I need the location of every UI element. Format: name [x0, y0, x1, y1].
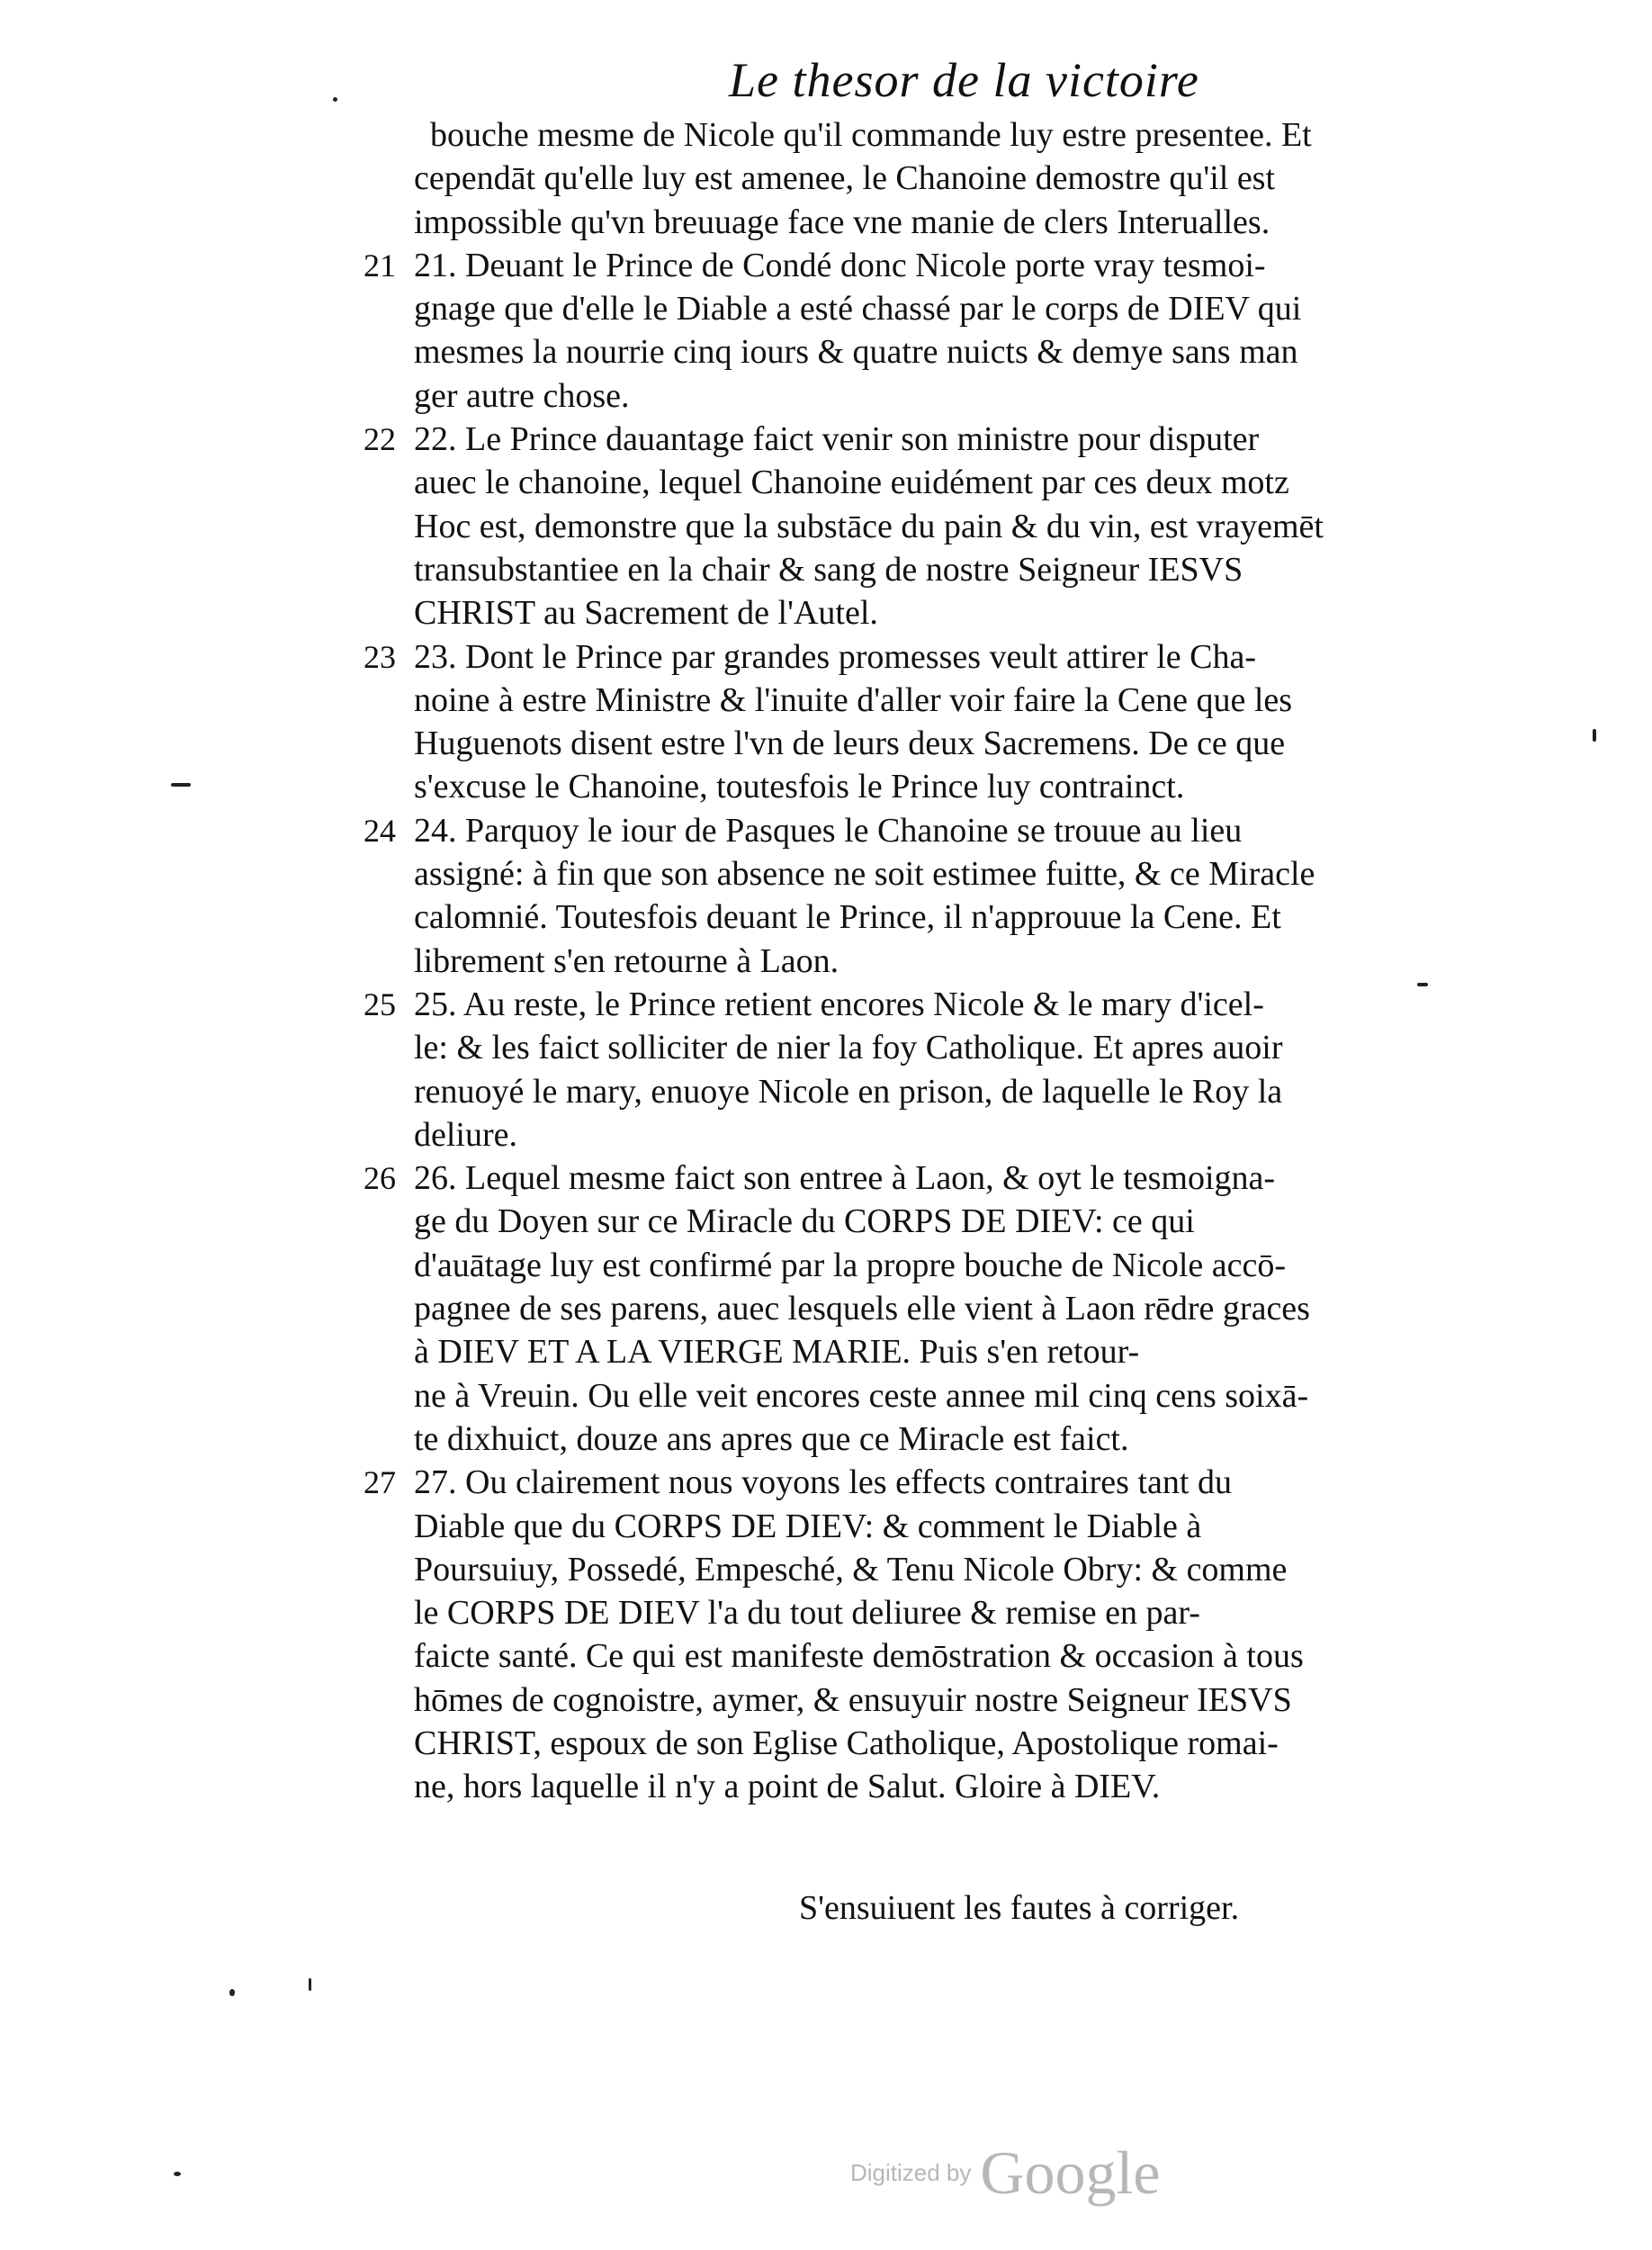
- text-line: [0, 1026, 1652, 1069]
- text-line: [0, 679, 1652, 722]
- text-line: [0, 983, 1652, 1026]
- line-text: librement s'en retourne à Laon.: [414, 941, 839, 980]
- line-text: ne, hors laquelle il n'y a point de Salut. Gloire à DIEV.: [414, 1768, 1161, 1806]
- line-text: 22. Le Prince dauantage faict venir son ministre pour disputer: [414, 420, 1260, 459]
- text-line: [0, 1461, 1652, 1504]
- text-line: [0, 1244, 1652, 1287]
- line-text: 27. Ou clairement nous voyons les effects contraires tant du: [414, 1463, 1232, 1502]
- text-line: [0, 591, 1652, 634]
- line-text: calomnié. Toutesfois deuant le Prince, il n'approuue la Cene. Et: [414, 898, 1281, 937]
- margin-number: 24: [364, 812, 396, 849]
- line-text: ger autre chose.: [414, 376, 630, 415]
- text-line: [0, 201, 1652, 244]
- text-line: [0, 1330, 1652, 1373]
- margin-number: 23: [364, 638, 396, 675]
- ink-speck: [309, 1978, 311, 1991]
- text-line: [0, 635, 1652, 679]
- line-text: bouche mesme de Nicole qu'il commande luy estre presentee. Et: [430, 116, 1312, 154]
- line-text: Diable que du CORPS DE DIEV: & comment le Diable à: [414, 1507, 1202, 1545]
- margin-number: 26: [364, 1160, 396, 1197]
- line-text: transubstantiee en la chair & sang de nostre Seigneur IESVS: [414, 550, 1243, 589]
- text-line: [0, 1548, 1652, 1591]
- text-line: [0, 1591, 1652, 1634]
- errata-heading: S'ensuiuent les fautes à corriger.: [799, 1889, 1240, 1927]
- text-line: [0, 113, 1652, 157]
- line-text: Huguenots disent estre l'vn de leurs deux Sacremens. De ce que: [414, 724, 1286, 763]
- text-line: [0, 1070, 1652, 1113]
- text-line: [0, 1287, 1652, 1330]
- line-text: ge du Doyen sur ce Miracle du CORPS DE DIEV: ce qui: [414, 1202, 1195, 1241]
- line-text: à DIEV ET A LA VIERGE MARIE. Puis s'en retour-: [414, 1333, 1140, 1372]
- text-line: [0, 461, 1652, 504]
- line-text: impossible qu'vn breuuage face vne manie de clers Interualles.: [414, 202, 1270, 241]
- line-text: deliure.: [414, 1115, 518, 1154]
- margin-number: 21: [364, 247, 396, 284]
- digitized-by-label: Digitized by: [850, 2159, 972, 2186]
- ink-speck: [333, 97, 337, 102]
- line-text: Hoc est, demonstre que la substāce du pain & du vin, est vrayemēt: [414, 507, 1324, 545]
- text-line: [0, 374, 1652, 418]
- line-text: renuoyé le mary, enuoye Nicole en prison, de laquelle le Roy la: [414, 1072, 1283, 1111]
- line-text: CHRIST, espoux de son Eglise Catholique, Apostolique romai-: [414, 1724, 1279, 1762]
- text-line: [0, 418, 1652, 461]
- ink-speck: [174, 2172, 181, 2176]
- line-text: Poursuiuy, Possedé, Empesché, & Tenu Nicole Obry: & comme: [414, 1550, 1288, 1588]
- text-line: [0, 548, 1652, 591]
- text-line: [0, 244, 1652, 287]
- ink-speck: [229, 1989, 235, 1996]
- text-line: [0, 1678, 1652, 1722]
- line-text: s'excuse le Chanoine, toutesfois le Prince luy contrainct.: [414, 768, 1185, 806]
- line-text: 25. Au reste, le Prince retient encores Nicole & le mary d'icel-: [414, 985, 1264, 1023]
- line-text: pagnee de ses parens, auec lesquels elle vient à Laon rēdre graces: [414, 1290, 1310, 1328]
- line-text: 21. Deuant le Prince de Condé donc Nicole porte vray tesmoi-: [414, 246, 1266, 284]
- text-line: [0, 765, 1652, 808]
- line-text: faicte santé. Ce qui est manifeste demōstration & occasion à tous: [414, 1637, 1304, 1676]
- line-text: te dixhuict, douze ans apres que ce Miracle est faict.: [414, 1419, 1129, 1458]
- line-text: le CORPS DE DIEV l'a du tout deliuree & remise en par-: [414, 1594, 1200, 1633]
- text-line: [0, 1156, 1652, 1200]
- text-line: [0, 809, 1652, 852]
- text-line: [0, 1374, 1652, 1418]
- body-text: [0, 113, 1652, 1809]
- margin-number: 27: [364, 1464, 396, 1501]
- margin-number: 25: [364, 986, 396, 1022]
- text-line: [0, 157, 1652, 200]
- ink-speck: [171, 783, 191, 787]
- text-line: [0, 330, 1652, 374]
- line-text: le: & les faict solliciter de nier la foy Catholique. Et apres auoir: [414, 1029, 1283, 1067]
- line-text: auec le chanoine, lequel Chanoine euidément par ces deux motz: [414, 464, 1289, 502]
- ink-speck: [1593, 729, 1596, 742]
- text-line: [0, 1113, 1652, 1156]
- text-line: [0, 852, 1652, 896]
- line-text: d'auātage luy est confirmé par la propre bouche de Nicole accō-: [414, 1246, 1287, 1284]
- line-text: hōmes de cognoistre, aymer, & ensuyuir nostre Seigneur IESVS: [414, 1680, 1292, 1719]
- text-line: [0, 1722, 1652, 1765]
- text-line: [0, 1765, 1652, 1808]
- digitized-watermark: [850, 2138, 1161, 2209]
- running-title: Le thesor de la victoire: [729, 53, 1199, 107]
- text-line: [0, 1418, 1652, 1461]
- line-text: 23. Dont le Prince par grandes promesses veult attirer le Cha-: [414, 637, 1256, 676]
- line-text: ne à Vreuin. Ou elle veit encores ceste annee mil cinq cens soixā-: [414, 1376, 1309, 1415]
- text-line: [0, 940, 1652, 983]
- line-text: 26. Lequel mesme faict son entree à Laon, & oyt le tesmoigna-: [414, 1159, 1276, 1198]
- line-text: mesmes la nourrie cinq iours & quatre nuicts & demye sans man: [414, 333, 1298, 372]
- line-text: gnage que d'elle le Diable a esté chassé par le corps de DIEV qui: [414, 290, 1302, 328]
- text-line: [0, 896, 1652, 939]
- line-text: CHRIST au Sacrement de l'Autel.: [414, 594, 878, 633]
- text-line: [0, 1505, 1652, 1548]
- ink-speck: [1417, 983, 1428, 986]
- line-text: assigné: à fin que son absence ne soit estimee fuitte, & ce Miracle: [414, 855, 1315, 894]
- text-line: [0, 505, 1652, 548]
- line-text: 24. Parquoy le iour de Pasques le Chanoine se trouue au lieu: [414, 811, 1243, 850]
- text-line: [0, 722, 1652, 765]
- google-wordmark: Google: [980, 2138, 1161, 2207]
- text-line: [0, 1200, 1652, 1243]
- line-text: noine à estre Ministre & l'inuite d'aller voir faire la Cene que les: [414, 680, 1293, 719]
- text-line: [0, 287, 1652, 330]
- text-line: [0, 1634, 1652, 1678]
- line-text: cependāt qu'elle luy est amenee, le Chanoine demostre qu'il est: [414, 159, 1276, 198]
- margin-number: 22: [364, 421, 396, 458]
